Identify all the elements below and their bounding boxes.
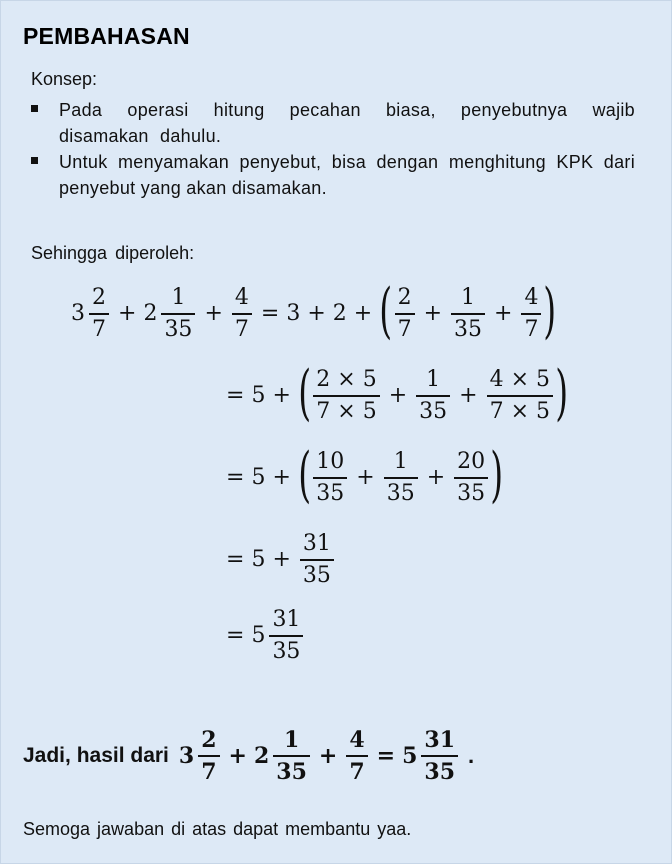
denominator: 35 xyxy=(457,480,486,506)
fraction xyxy=(161,283,195,345)
fraction xyxy=(269,605,303,667)
fraction xyxy=(384,447,418,509)
whole-number: 3 xyxy=(71,301,85,327)
fraction xyxy=(232,283,252,345)
denominator: 7 xyxy=(92,316,106,342)
equation-step-4 xyxy=(219,529,336,591)
fraction xyxy=(521,283,541,345)
denominator: 35 xyxy=(276,758,307,785)
denominator: 7 xyxy=(397,316,412,342)
denominator: 7 xyxy=(201,758,217,785)
equals-operator: = xyxy=(226,547,245,573)
whole-number: 5 xyxy=(251,547,266,573)
left-paren: ( xyxy=(298,439,312,510)
numerator: 31 xyxy=(272,607,301,632)
plus-operator: + xyxy=(318,742,338,769)
plus-operator: + xyxy=(459,383,478,409)
plus-operator: + xyxy=(353,301,373,327)
fraction xyxy=(198,725,219,787)
plus-operator: + xyxy=(118,301,137,327)
equation-step-2 xyxy=(219,357,569,428)
left-paren: ( xyxy=(379,275,393,346)
concept-bullet xyxy=(31,149,635,201)
denominator: 7 xyxy=(349,758,365,785)
plus-operator: + xyxy=(356,465,375,491)
denominator: 7 xyxy=(524,316,539,342)
equals-operator: = xyxy=(376,742,396,769)
concept-label: Konsep: xyxy=(31,69,98,89)
right-paren: ) xyxy=(543,275,557,346)
numerator: 1 xyxy=(393,449,408,474)
plus-operator: + xyxy=(307,301,326,327)
plus-operator: + xyxy=(426,465,446,491)
conclusion-period: . xyxy=(468,742,475,768)
denominator: 7 × 5 xyxy=(489,398,551,424)
numerator: 1 xyxy=(283,727,300,753)
denominator: 7 × 5 xyxy=(316,398,377,424)
denominator: 35 xyxy=(424,758,456,785)
section-title: PEMBAHASAN xyxy=(23,23,190,49)
concept-bullet-list xyxy=(31,97,635,201)
whole-number: 3 xyxy=(178,742,195,769)
fraction xyxy=(416,365,450,427)
whole-number: 3 xyxy=(286,301,301,327)
fraction xyxy=(487,365,553,427)
numerator: 2 × 5 xyxy=(316,367,377,392)
denominator: 35 xyxy=(272,638,301,664)
fraction xyxy=(346,725,367,787)
plus-operator: + xyxy=(272,547,291,573)
numerator: 31 xyxy=(424,727,456,753)
denominator: 35 xyxy=(454,316,483,342)
numerator: 1 xyxy=(171,285,186,310)
denominator: 35 xyxy=(419,398,448,424)
numerator: 2 xyxy=(397,285,412,310)
numerator: 2 xyxy=(201,727,217,753)
whole-number: 2 xyxy=(332,301,347,327)
whole-number: 5 xyxy=(251,465,266,491)
numerator: 20 xyxy=(457,449,486,474)
plus-operator: + xyxy=(423,301,443,327)
numerator: 4 xyxy=(524,285,539,310)
plus-operator: + xyxy=(272,383,291,409)
fraction xyxy=(313,447,347,509)
whole-number: 2 xyxy=(253,742,270,769)
plus-operator: + xyxy=(204,301,223,327)
fraction xyxy=(300,529,334,591)
fraction xyxy=(451,283,485,345)
equals-operator: = xyxy=(226,383,245,409)
numerator: 1 xyxy=(426,367,441,392)
equation-step-3 xyxy=(219,439,504,510)
denominator: 35 xyxy=(386,480,415,506)
plus-operator: + xyxy=(388,383,408,409)
whole-number: 2 xyxy=(143,301,158,327)
plus-operator: + xyxy=(494,301,513,327)
whole-number: 5 xyxy=(402,742,418,769)
equation-step-5 xyxy=(219,605,305,667)
denominator: 35 xyxy=(302,562,331,588)
right-paren: ) xyxy=(555,357,569,428)
whole-number: 5 xyxy=(251,383,266,409)
denominator: 7 xyxy=(234,316,249,342)
numerator: 4 xyxy=(349,727,365,753)
equation-step-1 xyxy=(71,275,557,346)
equals-operator: = xyxy=(260,301,280,327)
fraction xyxy=(395,283,415,345)
numerator: 4 xyxy=(234,285,249,310)
fraction xyxy=(89,283,109,345)
concept-bullet xyxy=(31,97,635,149)
right-paren: ) xyxy=(490,439,504,510)
equals-operator: = xyxy=(226,465,245,491)
left-paren: ( xyxy=(298,357,312,428)
denominator: 35 xyxy=(164,316,193,342)
fraction xyxy=(421,725,458,787)
numerator: 31 xyxy=(302,531,331,556)
fraction xyxy=(454,447,488,509)
numerator: 2 xyxy=(92,285,106,310)
denominator: 35 xyxy=(316,480,345,506)
numerator: 1 xyxy=(461,285,476,310)
numerator: 10 xyxy=(316,449,345,474)
concept-bullet-text: Pada operasi hitung pecahan biasa, penyebutnya wajib disamakan dahulu. xyxy=(59,100,635,146)
square-bullet-icon xyxy=(31,105,38,112)
derivation-intro: Sehingga diperoleh: xyxy=(31,243,195,263)
conclusion-equation xyxy=(179,725,460,787)
square-bullet-icon xyxy=(31,157,38,164)
plus-operator: + xyxy=(272,465,291,491)
concept-bullet-text: Untuk menyamakan penyebut, bisa dengan menghitung KPK dari penyebut yang akan disamakan. xyxy=(59,152,635,198)
conclusion-lead: Jadi, hasil dari xyxy=(23,743,169,767)
closing-note: Semoga jawaban di atas dapat membantu yaa. xyxy=(23,819,412,839)
plus-operator: + xyxy=(228,742,247,769)
fraction xyxy=(313,365,379,427)
fraction xyxy=(273,725,310,787)
numerator: 4 × 5 xyxy=(489,367,551,392)
whole-number: 5 xyxy=(251,623,266,649)
conclusion-line xyxy=(23,725,474,787)
equals-operator: = xyxy=(226,623,245,649)
